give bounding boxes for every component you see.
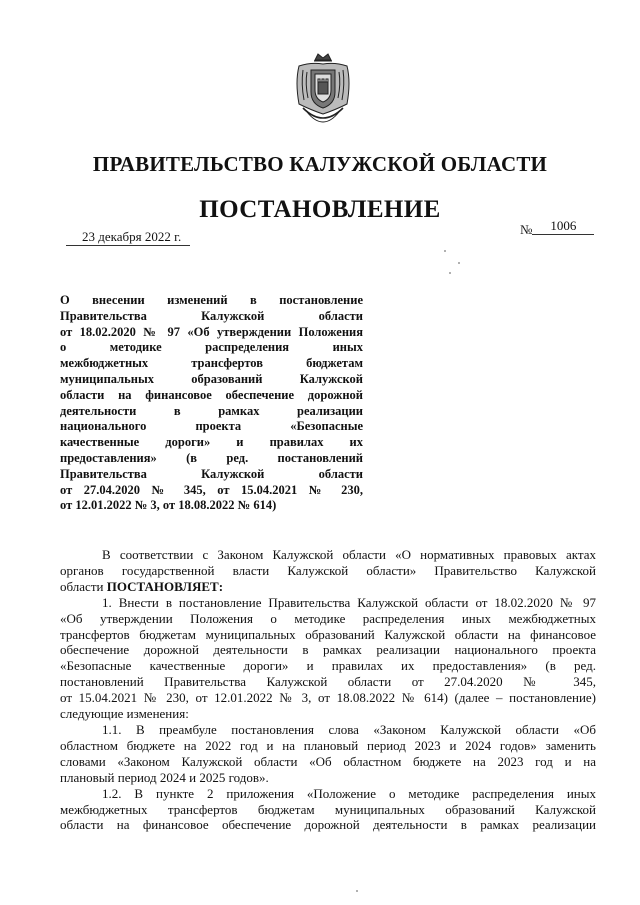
item-line: обеспечение дорожной деятельности в рамках реализации национального проекта [60, 642, 596, 658]
item-line: «Безопасные качественные дороги» и правилах их предоставления» (в ред. [60, 658, 596, 674]
preamble-line: В соответствии с Законом Калужской области «О нормативных правовых актах [102, 547, 596, 562]
subject-line: от 27.04.2020 № 345, от 15.04.2021 № 230, [60, 482, 363, 497]
date-value: 23 декабря 2022 г. [66, 229, 190, 246]
subitem-line: плановый период 2024 и 2025 годов». [60, 769, 269, 785]
item-line: трансфертов бюджетам муниципальных образований Калужской области на финансовое [60, 626, 596, 642]
subitem-line: областном бюджете на 2022 год и на плановый период 2023 и 2024 годов» заменить [60, 737, 596, 753]
subject-line: от 18.02.2020 № 97 «Об утверждении Положения [60, 324, 363, 339]
subitem-line: 1.1. В преамбуле постановления слова «Законом Калужской области «Об [102, 721, 596, 737]
preamble-line [60, 579, 596, 595]
scan-speck [449, 272, 451, 274]
item-line: следующие изменения: [60, 706, 189, 722]
item-line: 1. Внести в постановление Правительства Калужской области от 18.02.2020 № 97 [102, 594, 596, 610]
subitem-line: области на финансовое обеспечение дорожной деятельности в рамках реализации [60, 817, 596, 833]
scan-speck [444, 250, 446, 252]
subject-line: качественные дороги» и правилах их [60, 435, 363, 450]
subject-line: межбюджетных трансфертов бюджетам [60, 356, 363, 371]
subject-line: о методике распределения иных [60, 340, 363, 355]
subject-line: национального проекта «Безопасные [60, 419, 363, 434]
subitem-line: межбюджетных трансфертов бюджетам муниципальных образований Калужской [60, 801, 596, 817]
preamble-prefix: области [60, 578, 107, 594]
resolves-colon: : [218, 578, 224, 594]
subject-line: Правительства Калужской области [60, 466, 363, 481]
coat-of-arms-icon [293, 52, 353, 124]
scan-speck [356, 890, 358, 892]
subitem-line: словами «Законом Калужской области «Об областном бюджете на 2023 год и на [60, 753, 596, 769]
document-type-title: ПОСТАНОВЛЕНИЕ [199, 196, 441, 223]
subject-line: деятельности в рамках реализации [60, 403, 363, 418]
subject-line: от 12.01.2022 № 3, от 18.08.2022 № 614) [60, 498, 277, 513]
subject-line: О внесении изменений в постановление [60, 293, 363, 307]
subject-line: области на финансовое обеспечение дорожной [60, 387, 363, 402]
document-subject [60, 293, 363, 514]
subject-line: предоставления» (в ред. постановлений [60, 450, 363, 465]
resolves-keyword: ПОСТАНОВЛЯЕТ [106, 578, 219, 594]
scan-speck [458, 262, 460, 264]
preamble-line: органов государственной власти Калужской области» Правительство Калужской [60, 562, 596, 578]
document-body [60, 547, 596, 833]
item-line: от 15.04.2021 № 230, от 12.01.2022 № 3, от 18.08.2022 № 614) (далее – постановление) [60, 690, 596, 706]
subitem-line: 1.2. В пункте 2 приложения «Положение о методике распределения иных [102, 785, 596, 801]
number-value: 1006 [532, 218, 594, 235]
subject-line: муниципальных образований Калужской [60, 371, 363, 386]
item-line: постановлений Правительства Калужской области от 27.04.2020 № 345, [60, 674, 596, 690]
item-line: «Об утверждении Положения о методике распределения иных межбюджетных [60, 610, 596, 626]
document-number [520, 218, 594, 239]
subject-line: Правительства Калужской области [60, 308, 363, 323]
government-title: ПРАВИТЕЛЬСТВО КАЛУЖСКОЙ ОБЛАСТИ [92, 152, 548, 176]
document-date [66, 229, 190, 246]
number-label: № [520, 222, 533, 237]
